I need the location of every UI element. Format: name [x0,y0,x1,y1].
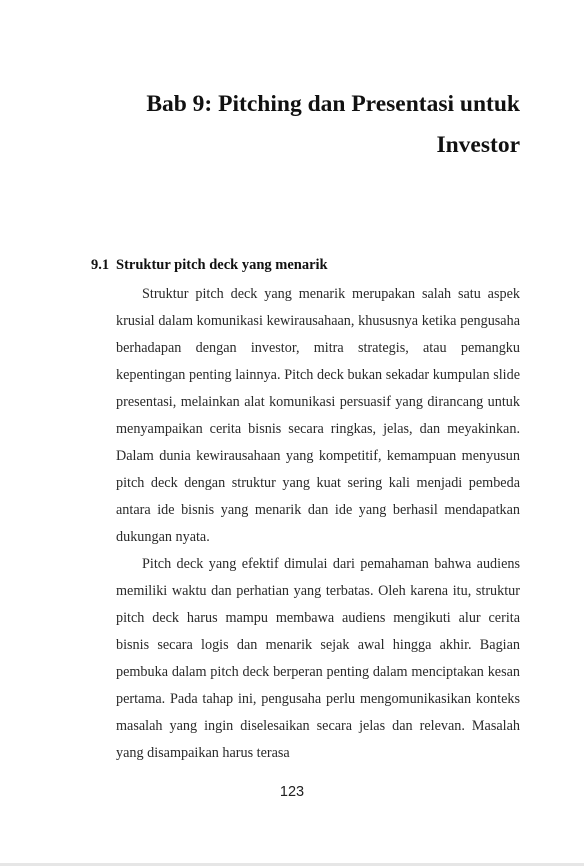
chapter-title-line-1: Bab 9: Pitching dan Presentasi untuk [146,91,520,117]
chapter-title [80,84,520,166]
chapter-title-line-2: Investor [436,132,520,158]
section-title: Struktur pitch deck yang menarik [116,257,328,273]
body-text [116,281,520,767]
section-heading [91,254,328,276]
paragraph-2: Pitch deck yang efektif dimulai dari pemahaman bahwa audiens memiliki waktu dan perhatian yang terbatas. Oleh karena itu, struktur pitch deck harus mampu membawa audiens mengikuti alur cerita bisnis secara logis dan menarik sejak awal hingga akhir. Bagian pembuka dalam pitch deck berperan penting dalam menciptakan kesan pertama. Pada tahap ini, pengusaha perlu mengomunikasikan konteks masalah yang ingin diselesaikan secara jelas dan relevan. Masalah yang disampaikan harus terasa [116,556,520,761]
page-number: 123 [279,784,305,800]
paragraph-1: Struktur pitch deck yang menarik merupakan salah satu aspek krusial dalam komunikasi kewirausahaan, khususnya ketika pengusaha berhadapan dengan investor, mitra strategis, atau pemangku kepentingan penting lainnya. Pitch deck bukan sekadar kumpulan slide presentasi, melainkan alat komunikasi persuasif yang dirancang untuk menyampaikan cerita bisnis secara ringkas, jelas, dan meyakinkan. Dalam dunia kewirausahaan yang kompetitif, kemampuan menyusun pitch deck dengan struktur yang kuat sering kali menjadi pembeda antara ide bisnis yang menarik dan ide yang berhasil mendapatkan dukungan nyata. [116,286,520,545]
section-number: 9.1 [91,257,110,273]
